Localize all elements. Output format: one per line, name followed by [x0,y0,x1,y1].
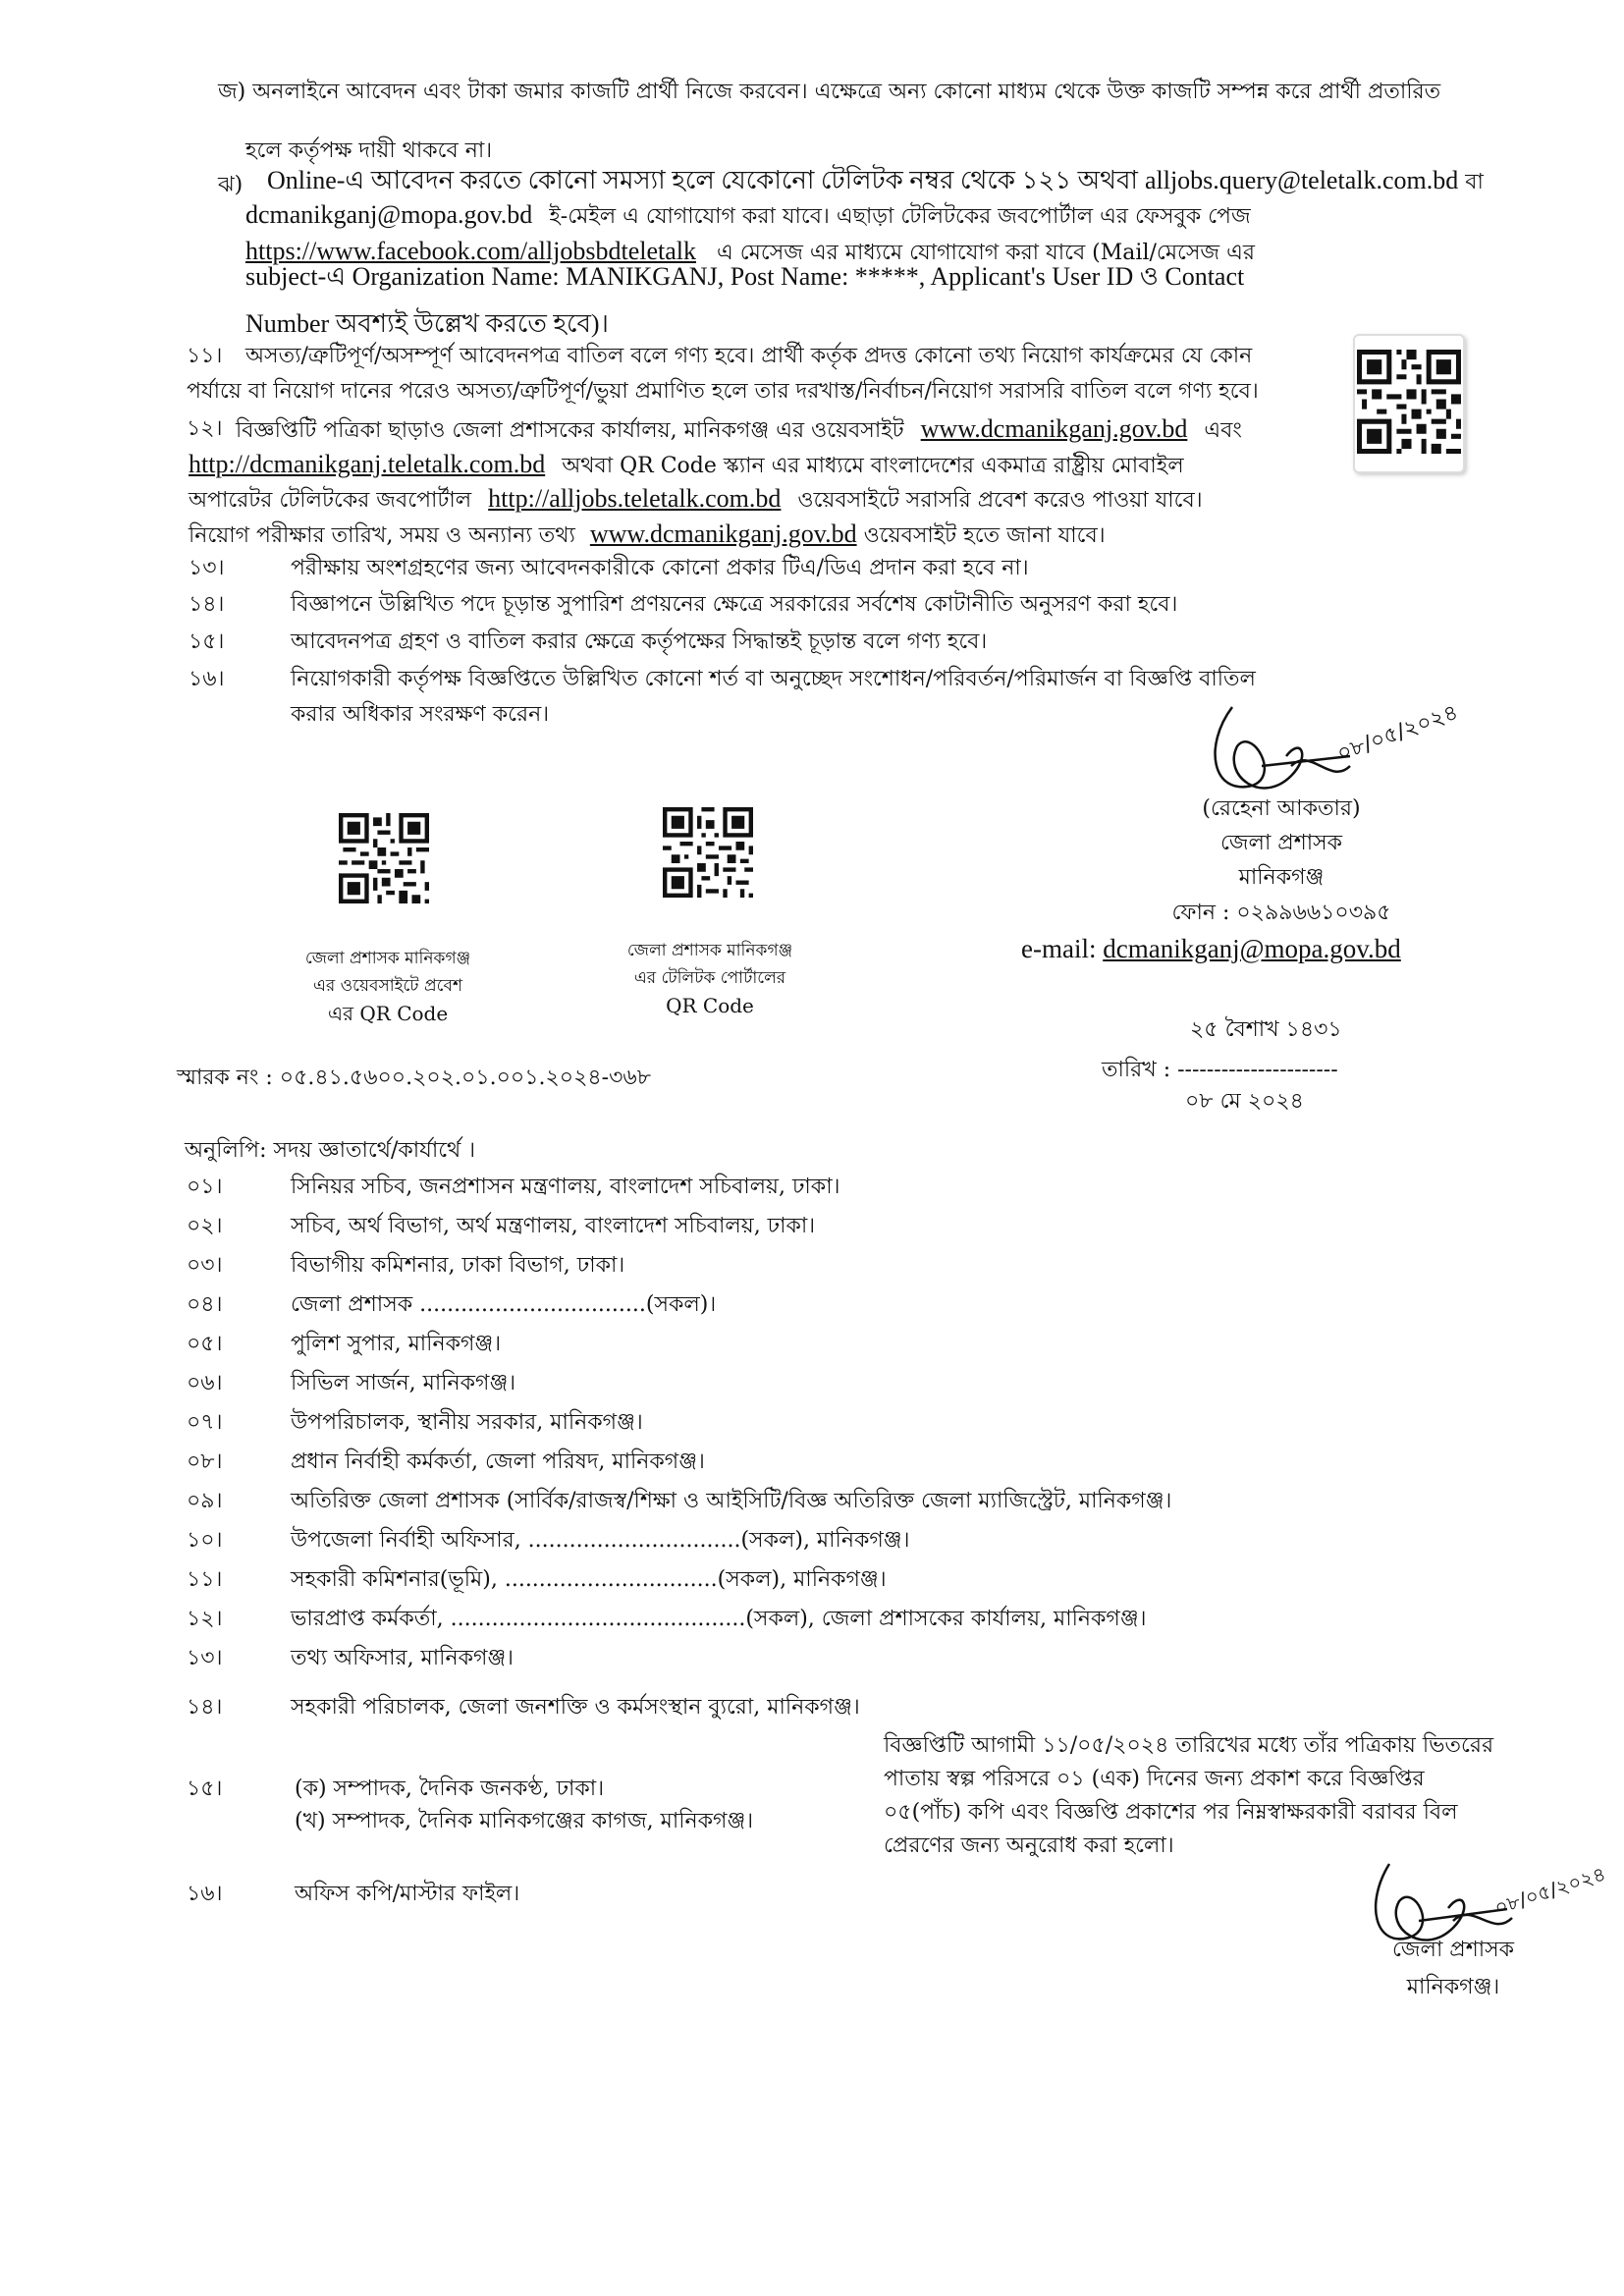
dc-website-link[interactable]: www.dcmanikganj.gov.bd [920,414,1188,443]
copy15-note-line3: ০৫(পাঁচ) কপি এবং বিজ্ঞপ্তি প্রকাশের পর নিম্নস্বাক্ষরকারী বরাবর বিল [884,1800,1458,1825]
para12-line2 [189,449,1184,482]
copy-number: ১৩। [187,1646,223,1670]
copy-item: জেলা প্রশাসক .................................(সকল)। [291,1292,717,1317]
copy15-item-a: (ক) সম্পাদক, দৈনিক জনকণ্ঠ, ঢাকা। [295,1777,605,1801]
copy-item: প্রধান নির্বাহী কর্মকর্তা, জেলা পরিষদ, মানিকগঞ্জ। [291,1449,705,1474]
copy-number: ০২। [187,1214,223,1238]
copy-number: ০৫। [187,1332,223,1356]
para12-text-5: নিয়োগ পরীক্ষার তারিখ, সময় ও অন্যান্য তথ্য [189,523,575,548]
qr1-caption-line1: জেলা প্রশাসক মানিকগঞ্জ [304,949,471,968]
item13-text: পরীক্ষায় অংশগ্রহণের জন্য আবেদনকারীকে কোনো প্রকার টিএ/ডিএ প্রদান করা হবে না। [291,556,1029,580]
signature-date: ০৮/০৫/২০২৪ [1333,699,1462,767]
copy15-item-b: (খ) সম্পাদক, দৈনিক মানিকগঞ্জের কাগজ, মানিকগঞ্জ। [295,1809,754,1833]
copy-item: পুলিশ সুপার, মানিকগঞ্জ। [291,1332,502,1356]
qr1-caption-line2: এর ওয়েবসাইটে প্রবেশ [312,976,463,996]
qr-code-box [1353,334,1465,473]
copy-number: ০৪। [187,1292,223,1317]
qr-code-icon [1357,350,1461,454]
copy-number: ০৬। [187,1371,223,1395]
facebook-link[interactable]: https://www.facebook.com/alljobsbdteletalk [245,237,696,265]
para-jha-text: Online-এ আবেদন করতে কোনো সমস্যা হলে যেকোনো টেলিটক নম্বর থেকে ১২১ অথবা [267,166,1138,194]
para-jha-text-3: এ মেসেজ এর মাধ্যমে যোগাযোগ করা যাবে (Mail/মেসেজ এর [717,241,1255,265]
copy-item: উপজেলা নির্বাহী অফিসার, ...............................(সকল), মানিকগঞ্জ। [291,1528,910,1553]
copy-number: ০৭। [187,1410,223,1435]
para-jho-line1: জ) অনলাইনে আবেদন এবং টাকা জমার কাজটি প্রার্থী নিজে করবেন। এক্ষেত্রে অন্য কোনো মাধ্যম থেকে উক্ত কাজটি সম্পন্ন করে প্রার্থী প্রতারিত [218,80,1441,104]
copy-item: অতিরিক্ত জেলা প্রশাসক (সার্বিক/রাজস্ব/শিক্ষা ও আইসিটি/বিজ্ঞ অতিরিক্ত জেলা ম্যাজিস্ট্রেট, মানিকগঞ্জ। [291,1489,1172,1513]
signatory-place: মানিকগঞ্জ [1238,865,1325,890]
para-jha-line1 [267,165,1553,198]
item14-text: বিজ্ঞাপনে উল্লিখিত পদে চূড়ান্ত সুপারিশ প্রণয়নের ক্ষেত্রে সরকারের সর্বশেষ কোটানীতি অনুসরণ করা হবে। [291,592,1178,617]
qr1-caption-line3: এর QR Code [327,1002,449,1025]
para-jha-text-2: ই-মেইল এ যোগাযোগ করা যাবে। এছাড়া টেলিটকের জবপোর্টাল এর ফেসবুক পেজ [549,204,1251,229]
para12-line1 [236,413,1242,447]
memo-reference: স্মারক নং : ০৫.৪১.৫৬০০.২০২.০১.০০১.২০২৪-৩৬৮ [177,1066,651,1090]
copy-item: উপপরিচালক, স্থানীয় সরকার, মানিকগঞ্জ। [291,1410,643,1435]
copy-number: ১২। [187,1607,223,1631]
signatory-email-row [1021,931,1401,966]
para-jha-line4: subject-এ Organization Name: MANIKGANJ, Post Name: *****, Applicant's User ID ও Contact [245,262,1245,291]
qr1-caption [265,945,511,1027]
memo-date-label: তারিখ : ---------------------- [1102,1058,1338,1082]
signatory-name: (রেহেনা আকতার) [1202,796,1361,821]
para-jha-text-or: বা [1465,170,1484,194]
item16-text: নিয়োগকারী কর্তৃপক্ষ বিজ্ঞপ্তিতে উল্লিখিত কোনো শর্ত বা অনুচ্ছেদ সংশোধন/পরিবর্তন/পরিমার্জন বা বিজ্ঞপ্তি বাতিল [291,667,1256,691]
para12-and: এবং [1204,418,1242,443]
para12-text: বিজ্ঞপ্তিটি পত্রিকা ছাড়াও জেলা প্রশাসকের কার্যালয়, মানিকগঞ্জ এর ওয়েবসাইট [236,418,904,443]
copy-item: সহকারী পরিচালক, জেলা জনশক্তি ও কর্মসংস্থান ব্যুরো, মানিকগঞ্জ। [291,1695,860,1720]
copy-number: ০৩। [187,1253,223,1278]
copy-item: সিনিয়র সচিব, জনপ্রশাসন মন্ত্রণালয়, বাংলাদেশ সচিবালয়, ঢাকা। [291,1175,840,1199]
copy-number: ১১। [187,1567,223,1592]
qr2-caption-line2: এর টেলিটক পোর্টালের [633,968,786,988]
para11-number: ১১। [187,344,223,368]
alljobs-teletalk-link[interactable]: http://alljobs.teletalk.com.bd [488,484,782,513]
qr2-caption-line3: QR Code [666,994,754,1017]
item14-number: ১৪। [189,592,225,617]
copy-number: ০৯। [187,1489,223,1513]
qr2-caption-line1: জেলা প্রশাসক মানিকগঞ্জ [626,941,793,960]
dc-email-link[interactable]: dcmanikganj@mopa.gov.bd [245,200,533,229]
copy15-number: ১৫। [187,1777,223,1801]
signatory2-title: জেলা প্রশাসক [1391,1938,1515,1962]
copy-number: ১০। [187,1528,223,1553]
dc-website-link-2[interactable]: www.dcmanikganj.gov.bd [589,519,857,548]
copy-item: বিভাগীয় কমিশনার, ঢাকা বিভাগ, ঢাকা। [291,1253,625,1278]
item15-number: ১৫। [189,629,225,654]
teletalk-query-email[interactable]: alljobs.query@teletalk.com.bd [1144,166,1459,194]
copy-item: সহকারী কমিশনার(ভূমি), ...............................(সকল), মানিকগঞ্জ। [291,1567,887,1592]
para-jha-line5: Number অবশ্যই উল্লেখ করতে হবে)। [245,309,609,338]
item15-text: আবেদনপত্র গ্রহণ ও বাতিল করার ক্ষেত্রে কর্তৃপক্ষের সিদ্ধান্তই চূড়ান্ত বলে গণ্য হবে। [291,629,988,654]
item13-number: ১৩। [189,556,225,580]
email-label: e-mail: [1021,934,1097,963]
copy-item: সচিব, অর্থ বিভাগ, অর্থ মন্ত্রণালয়, বাংলাদেশ সচিবালয়, ঢাকা। [291,1214,816,1238]
copy-heading: অনুলিপি: সদয় জ্ঞাতার্থে/কার্যার্থে । [185,1138,476,1163]
copy15-note-line2: পাতায় স্বল্প পরিসরে ০১ (এক) দিনের জন্য প্রকাশ করে বিজ্ঞপ্তির [884,1767,1425,1791]
para-jho-line2: হলে কর্তৃপক্ষ দায়ী থাকবে না। [245,138,493,163]
para12-text-6: ওয়েবসাইট হতে জানা যাবে। [863,523,1106,548]
para12-text-4: ওয়েবসাইটে সরাসরি প্রবেশ করেও পাওয়া যাবে। [797,488,1203,513]
copy-number: ১৪। [187,1695,223,1720]
para12-line4 [189,519,1106,552]
para11-line1: অসত্য/ত্রুটিপূর্ণ/অসম্পূর্ণ আবেদনপত্র বাতিল বলে গণ্য হবে। প্রার্থী কর্তৃক প্রদত্ত কোনো তথ্য নিয়োগ কার্যক্রমের যে কোন [245,344,1253,368]
copy16-text: অফিস কপি/মাস্টার ফাইল। [295,1882,520,1906]
para12-number: ১২। [187,416,223,441]
para12-text-3: অপারেটর টেলিটকের জবপোর্টাল [189,488,472,513]
qr2-caption [587,937,833,1019]
signatory-email-link[interactable]: dcmanikganj@mopa.gov.bd [1103,934,1401,963]
para-jha-marker: ঝ) [218,173,244,197]
dc-teletalk-link[interactable]: http://dcmanikganj.teletalk.com.bd [189,450,546,478]
signatory2-place: মানিকগঞ্জ। [1406,1975,1500,1999]
item16-number: ১৬। [189,667,225,691]
para12-line3 [189,483,1203,517]
copy-number: ০১। [187,1175,223,1199]
para11-line2: পর্যায়ে বা নিয়োগ দানের পরেও অসত্য/ত্রুটিপূর্ণ/ভুয়া প্রমাণিত হলে তার দরখাস্ত/নির্বাচন/নিয়োগ সরাসরি বাতিল বলে গণ্য হবে। [187,379,1259,404]
qr-code-icon [339,813,429,903]
signatory-title: জেলা প্রশাসক [1219,831,1343,855]
copy15-note-line4: প্রেরণের জন্য অনুরোধ করা হলো। [884,1833,1174,1858]
item16-text-cont: করার অধিকার সংরক্ষণ করেন। [291,702,550,727]
memo-date-bangla: ২৫ বৈশাখ ১৪৩১ [1190,1017,1342,1042]
copy-item: সিভিল সার্জন, মানিকগঞ্জ। [291,1371,516,1395]
copy16-number: ১৬। [187,1882,223,1906]
copy-item: তথ্য অফিসার, মানিকগঞ্জ। [291,1646,514,1670]
qr-code-icon [663,807,753,898]
copy15-note-line1: বিজ্ঞপ্তিটি আগামী ১১/০৫/২০২৪ তারিখের মধ্যে তাঁর পত্রিকায় ভিতরের [884,1733,1494,1758]
signatory-phone: ফোন : ০২৯৯৬৬১০৩৯৫ [1171,901,1391,925]
signature-date: ০৮/০৫/২০২৪ [1491,1861,1609,1920]
memo-date-english: ০৮ মে ২০২৪ [1185,1089,1304,1114]
para12-text-2: অথবা QR Code স্ক্যান এর মাধ্যমে বাংলাদেশের একমাত্র রাষ্ট্রীয় মোবাইল [562,454,1184,478]
para-jha-line2 [245,199,1251,233]
copy-number: ০৮। [187,1449,223,1474]
copy-item: ভারপ্রাপ্ত কর্মকর্তা, ...........................................(সকল), জেলা প্রশাসকের কার্যালয়, মানিকগঞ্জ। [291,1607,1147,1631]
